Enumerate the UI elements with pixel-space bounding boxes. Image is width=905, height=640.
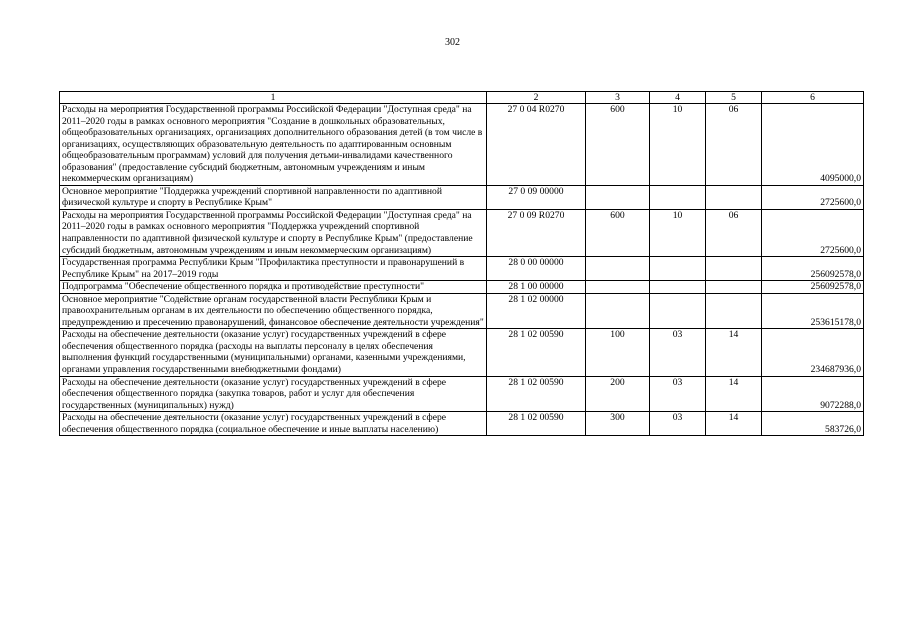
section-cell: 03 — [650, 376, 706, 412]
amount-cell: 9072288,0 — [762, 376, 864, 412]
table-row — [60, 185, 864, 209]
subsection-cell — [706, 257, 762, 281]
amount-cell: 256092578,0 — [762, 257, 864, 281]
description-cell: Основное мероприятие "Содействие органам государственной власти Республики Крым и правоохранительным органам в их деятельности по обеспечению общественного порядка, предупреждению и пресечению правонарушений, финансовое обеспечение деятельности учреждения" — [60, 293, 487, 329]
subsection-cell: 14 — [706, 412, 762, 436]
section-cell — [650, 281, 706, 294]
target-code-cell: 27 0 04 R0270 — [487, 104, 586, 186]
table-row — [60, 104, 864, 186]
section-cell: 10 — [650, 209, 706, 256]
amount-cell: 253615178,0 — [762, 293, 864, 329]
table-row — [60, 209, 864, 256]
header-cell-3: 3 — [586, 92, 650, 104]
target-code-cell: 27 0 09 00000 — [487, 185, 586, 209]
amount-cell: 256092578,0 — [762, 281, 864, 294]
header-cell-5: 5 — [706, 92, 762, 104]
budget-table — [59, 91, 864, 436]
section-cell — [650, 293, 706, 329]
subsection-cell: 14 — [706, 329, 762, 376]
section-cell — [650, 185, 706, 209]
expense-type-cell — [586, 257, 650, 281]
description-cell: Расходы на обеспечение деятельности (оказание услуг) государственных учреждений в сфере обеспечения общественного порядка (закупка товаров, работ и услуг для обеспечения государственных (муниципальных) нужд) — [60, 376, 487, 412]
target-code-cell: 27 0 09 R0270 — [487, 209, 586, 256]
subsection-cell — [706, 185, 762, 209]
header-cell-1: 1 — [60, 92, 487, 104]
subsection-cell: 06 — [706, 209, 762, 256]
subsection-cell — [706, 281, 762, 294]
expense-type-cell: 100 — [586, 329, 650, 376]
section-cell: 03 — [650, 412, 706, 436]
expense-type-cell — [586, 185, 650, 209]
expense-type-cell — [586, 293, 650, 329]
expense-type-cell: 200 — [586, 376, 650, 412]
expense-type-cell — [586, 281, 650, 294]
amount-cell: 4095000,0 — [762, 104, 864, 186]
section-cell — [650, 257, 706, 281]
description-cell: Подпрограмма "Обеспечение общественного порядка и противодействие преступности" — [60, 281, 487, 294]
subsection-cell — [706, 293, 762, 329]
expense-type-cell: 600 — [586, 209, 650, 256]
description-cell: Расходы на мероприятия Государственной программы Российской Федерации "Доступная среда" на 2011–2020 годы в рамках основного мероприятия "Создание в дошкольных образовательных, общеобразовательных организациях, организациях дополнительного образования детей (в том числе в организациях, осуществляющих образовательную деятельность по адаптированным основным общеобразовательным программам) условий для получения детьми-инвалидами качественного образования" (предоставление субсидий бюджетным, автономным учреждениям и иным некоммерческим организациям) — [60, 104, 487, 186]
header-cell-2: 2 — [487, 92, 586, 104]
amount-cell: 583726,0 — [762, 412, 864, 436]
header-cell-4: 4 — [650, 92, 706, 104]
description-cell: Государственная программа Республики Крым "Профилактика преступности и правонарушений в Республике Крым" на 2017–2019 годы — [60, 257, 487, 281]
table-row — [60, 293, 864, 329]
amount-cell: 234687936,0 — [762, 329, 864, 376]
table-row — [60, 257, 864, 281]
page-number: 302 — [445, 37, 460, 48]
expense-type-cell: 300 — [586, 412, 650, 436]
description-cell: Расходы на обеспечение деятельности (оказание услуг) государственных учреждений в сфере обеспечения общественного порядка (социальное обеспечение и иные выплаты населению) — [60, 412, 487, 436]
target-code-cell: 28 1 02 00590 — [487, 376, 586, 412]
description-cell: Расходы на обеспечение деятельности (оказание услуг) государственных учреждений в сфере обеспечения общественного порядка (расходы на выплаты персоналу в целях обеспечения выполнения функций государственными (муниципальными) органами, казенными учреждениями, органами управления государственными внебюджетными фондами) — [60, 329, 487, 376]
expense-type-cell: 600 — [586, 104, 650, 186]
target-code-cell: 28 1 02 00590 — [487, 412, 586, 436]
description-cell: Расходы на мероприятия Государственной программы Российской Федерации "Доступная среда" на 2011–2020 годы в рамках основного мероприятия "Поддержка учреждений спортивной направленности по адаптивной физической культуре и спорту в Республике Крым" (предоставление субсидий бюджетным, автономным учреждениям и иным некоммерческим организациям) — [60, 209, 487, 256]
table-row — [60, 329, 864, 376]
amount-cell: 2725600,0 — [762, 209, 864, 256]
header-cell-6: 6 — [762, 92, 864, 104]
table-row — [60, 281, 864, 294]
subsection-cell: 06 — [706, 104, 762, 186]
target-code-cell: 28 1 02 00590 — [487, 329, 586, 376]
amount-cell: 2725600,0 — [762, 185, 864, 209]
table-header-row — [60, 92, 864, 104]
target-code-cell: 28 1 00 00000 — [487, 281, 586, 294]
section-cell: 10 — [650, 104, 706, 186]
subsection-cell: 14 — [706, 376, 762, 412]
description-cell: Основное мероприятие "Поддержка учреждений спортивной направленности по адаптивной физической культуре и спорту в Республике Крым" — [60, 185, 487, 209]
table-row — [60, 412, 864, 436]
target-code-cell: 28 0 00 00000 — [487, 257, 586, 281]
section-cell: 03 — [650, 329, 706, 376]
target-code-cell: 28 1 02 00000 — [487, 293, 586, 329]
table-row — [60, 376, 864, 412]
